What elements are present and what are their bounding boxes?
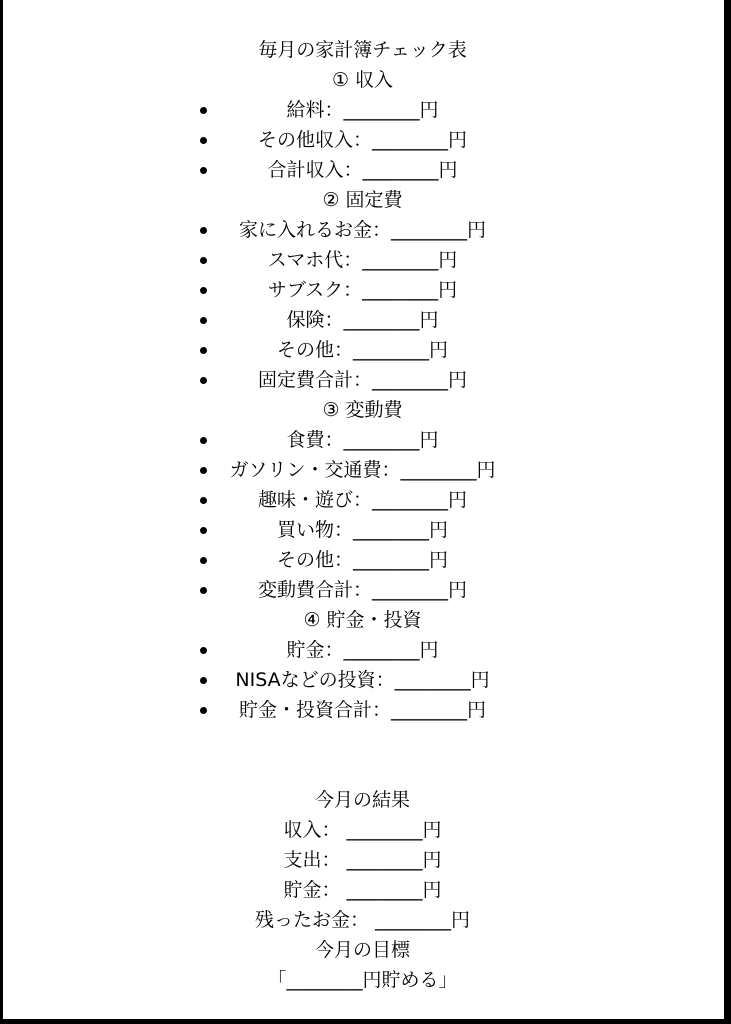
bullet-icon [200, 677, 207, 684]
list-item [0, 695, 728, 725]
section-heading-variable-costs: ③ 変動費 [322, 399, 403, 421]
list-item-text: 買い物：________円 [276, 519, 448, 541]
list-item [0, 215, 728, 245]
section-heading-savings: ④ 貯金・投資 [303, 609, 422, 631]
list-item [0, 635, 728, 665]
list-item-text: 給料：________円 [286, 99, 439, 121]
list-item-text: サブスク：________円 [267, 279, 458, 301]
result-line-savings: 貯金： ________円 [283, 879, 442, 901]
goal-line: 「________円貯める」 [267, 969, 458, 991]
result-line-expense: 支出： ________円 [283, 849, 442, 871]
bullet-icon [200, 347, 207, 354]
bullet-icon [200, 557, 207, 564]
list-item-text: ガソリン・交通費：________円 [229, 459, 496, 481]
list-item [0, 425, 728, 455]
result-line-income: 収入： ________円 [283, 819, 442, 841]
section-heading-income: ① 収入 [331, 69, 394, 91]
list-item-text: その他：________円 [276, 339, 448, 361]
bullet-icon [200, 467, 207, 474]
list-item [0, 245, 728, 275]
list-item-text: 保険：________円 [286, 309, 439, 331]
list-item [0, 305, 728, 335]
goal-heading: 今月の目標 [314, 939, 410, 961]
list-item [0, 365, 728, 395]
bullet-icon [200, 257, 207, 264]
list-item-text: 食費：________円 [286, 429, 439, 451]
list-item [0, 275, 728, 305]
list-item-text: NISAなどの投資：________円 [235, 669, 490, 691]
list-item-text: 家に入れるお金：________円 [238, 219, 486, 241]
list-item [0, 125, 728, 155]
bullet-icon [200, 647, 207, 654]
list-item [0, 545, 728, 575]
bullet-icon [200, 497, 207, 504]
list-item-text: その他：________円 [276, 549, 448, 571]
list-item-text: 変動費合計：________円 [257, 579, 467, 601]
bullet-icon [200, 587, 207, 594]
bullet-icon [200, 287, 207, 294]
document-content [0, 35, 728, 995]
bullet-icon [200, 227, 207, 234]
bullet-icon [200, 167, 207, 174]
list-item-text: 合計収入：________円 [267, 159, 458, 181]
result-line-remaining: 残ったお金： ________円 [254, 909, 471, 931]
section-heading-fixed-costs: ② 固定費 [322, 189, 403, 211]
spacer [0, 725, 728, 785]
bullet-icon [200, 707, 207, 714]
list-item [0, 515, 728, 545]
bullet-icon [200, 377, 207, 384]
bullet-icon [200, 137, 207, 144]
list-item [0, 95, 728, 125]
document-title: 毎月の家計簿チェック表 [258, 39, 467, 61]
list-item-text: 貯金・投資合計：________円 [238, 699, 486, 721]
bullet-icon [200, 437, 207, 444]
list-item-text: 趣味・遊び：________円 [257, 489, 467, 511]
list-item-text: 貯金：________円 [286, 639, 439, 661]
list-item [0, 665, 728, 695]
result-heading: 今月の結果 [314, 789, 410, 811]
list-item [0, 455, 728, 485]
bullet-icon [200, 527, 207, 534]
list-item-text: スマホ代：________円 [267, 249, 458, 271]
list-item [0, 485, 728, 515]
list-item-text: その他収入：________円 [257, 129, 467, 151]
list-item [0, 335, 728, 365]
bullet-icon [200, 317, 207, 324]
list-item [0, 575, 728, 605]
list-item-text: 固定費合計：________円 [257, 369, 467, 391]
list-item [0, 155, 728, 185]
bullet-icon [200, 107, 207, 114]
